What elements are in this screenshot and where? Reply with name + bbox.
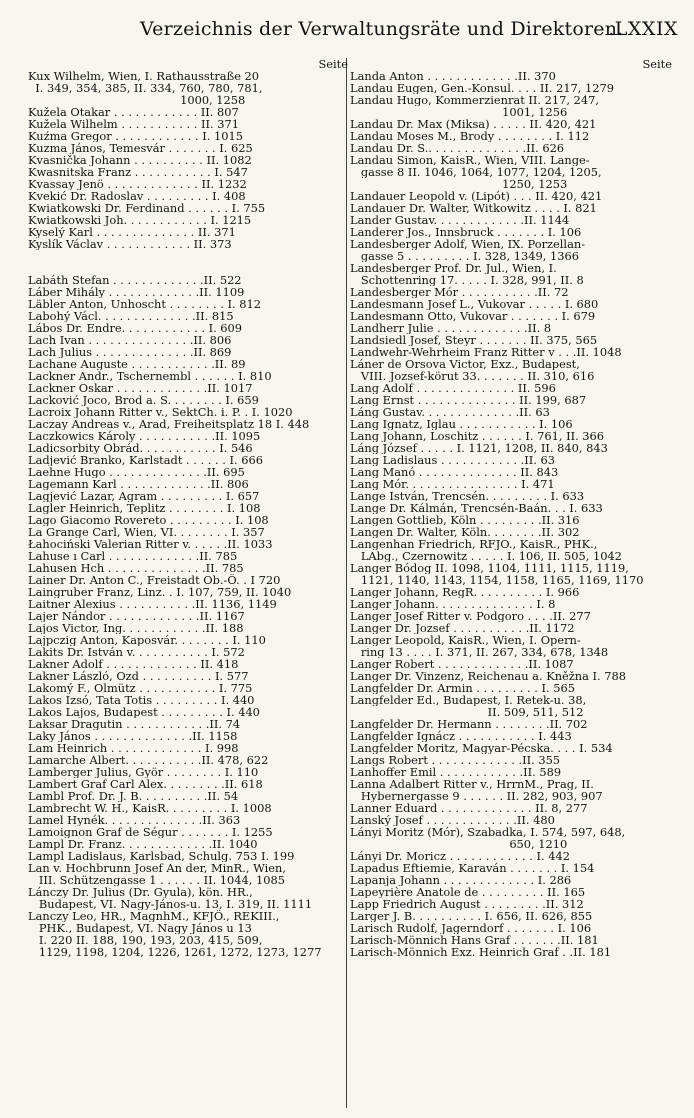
- index-entry: Lanhoffer Emil . . . . . . . . . . . .II. 589: [350, 766, 562, 778]
- index-entry: Lajer Nándor . . . . . . . . . . . . .II. 1167: [28, 610, 245, 622]
- index-entry: Lamoignon Graf de Ségur . . . . . . . I. 1255: [28, 826, 273, 838]
- index-entry: Landesmann Otto, Vukovar . . . . . . . I. 679: [350, 310, 596, 322]
- index-entry: Lam Heinrich . . . . . . . . . . . . . I. 998: [28, 742, 239, 754]
- index-entry: Lampl Dr. Franz. . . . . . . . . . . . .II. 1040: [28, 838, 258, 850]
- index-entry: Láber Mihály . . . . . . . . . . . . .II. 1109: [28, 286, 245, 298]
- index-entry: Lach Ivan . . . . . . . . . . . . . . .II. 806: [28, 334, 232, 346]
- index-entry: Lang Mór. . . . . . . . . . . . . . . . I. 471: [350, 478, 555, 490]
- index-entry: Landerer Jos., Innsbruck . . . . . . . I. 106: [350, 226, 582, 238]
- index-entry: 1129, 1198, 1204, 1226, 1261, 1272, 1273, 1277: [28, 946, 322, 958]
- index-entry: Langer Robert . . . . . . . . . . . . .II. 1087: [350, 658, 574, 670]
- index-entry: Lakos Lajos, Budapest . . . . . . . . . I. 440: [28, 706, 260, 718]
- index-entry: Lapeyrière Anatole de . . . . . . . . . II. 165: [350, 886, 586, 898]
- index-entry: Lambert Graf Carl Alex. . . . . . . . .II. 618: [28, 778, 263, 790]
- index-entry: Landau Dr. S.. . . . . . . . . . . . . .II. 626: [350, 142, 565, 154]
- index-entry: Landau Dr. Max (Miksa) . . . . . II. 420, 421: [350, 118, 597, 130]
- index-entry: Lago Giacomo Rovereto . . . . . . . . . I. 108: [28, 514, 269, 526]
- index-entry: Lainer Dr. Anton C., Freistadt Ob.-Ö. . I 720: [28, 574, 281, 586]
- index-entry: Landwehr-Wehrheim Franz Ritter v . . .II. 1048: [350, 346, 622, 358]
- index-entry: Budapest, VI. Nagy-János-u. 13, I. 319, II. 1111: [28, 898, 313, 910]
- index-entry: 1000, 1258: [28, 94, 246, 106]
- index-entry: Lányi Dr. Moricz . . . . . . . . . . . . I. 442: [350, 850, 570, 862]
- index-entry: Kyslík Václav . . . . . . . . . . . . II. 373: [28, 238, 232, 250]
- index-entry: Langfelder Moritz, Magyar-Pécska. . . . I. 534: [350, 742, 613, 754]
- page-number: .LXXIX: [608, 18, 678, 40]
- index-entry: Langer Josef Ritter v. Podgoro . . . .II. 277: [350, 610, 591, 622]
- index-entry: Lang Johann, Loschitz . . . . . . I. 761, II. 366: [350, 430, 605, 442]
- index-entry: Landesmann Josef L., Vukovar . . . . . I. 680: [350, 298, 599, 310]
- index-entry: Kwiatkowski Dr. Ferdinand . . . . . . I. 755: [28, 202, 266, 214]
- left-seite-label: Seite: [318, 57, 348, 71]
- index-entry: Langer Johann. . . . . . . . . . . . . . I. 8: [350, 598, 556, 610]
- section-gap: [28, 250, 348, 262]
- index-entry: Lang Manó . . . . . . . . . . . . . . II. 843: [350, 466, 559, 478]
- index-entry: Lange István, Trencsén. . . . . . . . . I. 633: [350, 490, 585, 502]
- index-entry: Lamberger Julius, Györ . . . . . . . . I. 110: [28, 766, 259, 778]
- index-entry: Landherr Julie . . . . . . . . . . . . .II. 8: [350, 322, 552, 334]
- index-entry: Landau Simon, KaisR., Wien, VIII. Lange-: [350, 154, 590, 166]
- index-entry: Laczay Andreas v., Arad, Freiheitsplatz 18 I. 448: [28, 418, 310, 430]
- index-entry: Lachane Auguste . . . . . . . . . . . .II. 89: [28, 358, 246, 370]
- index-entry: Lamel Hynék. . . . . . . . . . . . . .II. 363: [28, 814, 241, 826]
- index-entry: Langfelder Dr. Hermann . . . . . . . .II. 702: [350, 718, 588, 730]
- index-entry: Langen Gottlieb, Köln . . . . . . . . .II. 316: [350, 514, 580, 526]
- index-entry: gasse 8 II. 1046, 1064, 1077, 1204, 1205,: [350, 166, 602, 178]
- index-entry: Labohý Václ. . . . . . . . . . . . . .II. 815: [28, 310, 234, 322]
- index-entry: Kužela Otakar . . . . . . . . . . . . II. 807: [28, 106, 239, 118]
- index-entry: Langer Bódog II. 1098, 1104, 1111, 1115, 1119,: [350, 562, 629, 574]
- index-entry: Lakomý F., Olmütz . . . . . . . . . . . I. 775: [28, 682, 253, 694]
- index-entry: Lacroix Johann Ritter v., SektCh. i. P. . I. 1020: [28, 406, 293, 418]
- index-entry: Lanský Josef . . . . . . . . . . . . .II. 480: [350, 814, 555, 826]
- index-entry: 1001, 1256: [350, 106, 568, 118]
- index-entry: Lakits Dr. István v. . . . . . . . . . . I. 572: [28, 646, 245, 658]
- index-entry: Kux Wilhelm, Wien, I. Rathausstraße 20: [28, 70, 260, 82]
- index-entry: Kuźma Gregor . . . . . . . . . . . . I. 1015: [28, 130, 243, 142]
- index-entry: Landesberger Adolf, Wien, IX. Porzellan-: [350, 238, 586, 250]
- index-entry: Landauer Dr. Walter, Witkowitz . . . . I. 821: [350, 202, 597, 214]
- index-entry: Langen Dr. Walter, Köln. . . . . . . .II. 302: [350, 526, 580, 538]
- index-entry: Langfelder Dr. Armin . . . . . . . . . I. 565: [350, 682, 575, 694]
- index-entry: Langer Dr. Vinzenz, Reichenau a. Kněžna I. 788: [350, 670, 627, 682]
- index-entry: Lach Julius . . . . . . . . . . . . . .II. 869: [28, 346, 232, 358]
- index-entry: Larger J. B. . . . . . . . . . I. 656, II. 626, 855: [350, 910, 593, 922]
- index-entry: Lapp Friedrich August . . . . . . . . .II. 312: [350, 898, 584, 910]
- index-entry: Lampl Ladislaus, Karlsbad, Schulg. 753 I. 199: [28, 850, 295, 862]
- index-entry: Lange Dr. Kálmán, Trencsén-Baán. . . I. 633: [350, 502, 603, 514]
- index-entry: Ladicsorbity Obrád. . . . . . . . . . . I. 546: [28, 442, 253, 454]
- index-entry: Lanna Adalbert Ritter v., HrrnM., Prag, II.: [350, 778, 594, 790]
- index-entry: Landau Hugo, Kommerzienrat II. 217, 247,: [350, 94, 599, 106]
- right-column: [350, 58, 672, 958]
- index-entry: Larisch Rudolf, Jagerndorf . . . . . . . I. 106: [350, 922, 592, 934]
- index-entry: Laczkowics Károly . . . . . . . . . . .II. 1095: [28, 430, 261, 442]
- index-entry: Lapadus Eftiemie, Karaván . . . . . . . I. 154: [350, 862, 595, 874]
- index-entry: Łahociński Valerian Ritter v. . . . . .II. 1033: [28, 538, 273, 550]
- index-entry: Langer Johann, RegR. . . . . . . . . . I. 966: [350, 586, 580, 598]
- index-entry: Kvassay Jenö . . . . . . . . . . . . . II. 1232: [28, 178, 247, 190]
- index-entry: Langer Dr. Jozsef . . . . . . . . . . .II. 1172: [350, 622, 575, 634]
- index-entry: Lacković Joco, Brod a. S. . . . . . . . I. 659: [28, 394, 259, 406]
- index-entry: Lánczy Dr. Julius (Dr. Gyula), kön. HR.,: [28, 886, 253, 898]
- index-entry: Lányi Moritz (Mór), Szabadka, I. 574, 597, 648,: [350, 826, 626, 838]
- index-entry: Lang Ladislaus . . . . . . . . . . . .II. 63: [350, 454, 555, 466]
- index-entry: Lambrecht W. H., KaisR. . . . . . . . . I. 1008: [28, 802, 272, 814]
- index-entry: Landa Anton . . . . . . . . . . . . .II. 370: [350, 70, 556, 82]
- index-entry: Langenhan Friedrich, RFJO., KaisR., PHK.,: [350, 538, 598, 550]
- index-entry: 1121, 1140, 1143, 1154, 1158, 1165, 1169, 1170: [350, 574, 644, 586]
- index-entry: Láng József . . . . . I. 1121, 1208, II. 840, 843: [350, 442, 608, 454]
- index-entry: Langfelder Ignácz . . . . . . . . . . . I. 443: [350, 730, 572, 742]
- index-entry: Lajpczig Anton, Kaposvár. . . . . . . . I. 110: [28, 634, 266, 646]
- index-entry: Hybernergasse 9 . . . . . . II. 282, 903, 907: [350, 790, 603, 802]
- index-entry: Lagler Heinrich, Teplitz . . . . . . . . I. 108: [28, 502, 261, 514]
- index-entry: Landesberger Mór . . . . . . . . . . .II. 72: [350, 286, 569, 298]
- index-entry: Laky János . . . . . . . . . . . . . .II. 1158: [28, 730, 238, 742]
- index-entry: Schottenring 17. . . . . I. 328, 991, II. 8: [350, 274, 584, 286]
- index-entry: Landauer Leopold v. (Lipót) . . . II. 420, 421: [350, 190, 603, 202]
- index-entry: Láng Gustav. . . . . . . . . . . . . .II. 63: [350, 406, 550, 418]
- page-title: Verzeichnis der Verwaltungsräte und Direktoren.: [140, 18, 624, 40]
- index-entry: Larisch-Mönnich Hans Graf . . . . . . .II. 181: [350, 934, 599, 946]
- index-entry: Landau Moses M., Brody . . . . . . . . I. 112: [350, 130, 590, 142]
- index-entry: Lackner Oskar . . . . . . . . . . . . .II. 1017: [28, 382, 253, 394]
- index-entry: Kwasnitska Franz . . . . . . . . . . . I. 547: [28, 166, 248, 178]
- index-entry: Kwiatkowski Joh. . . . . . . . . . . . I. 1215: [28, 214, 252, 226]
- index-entry: Lahuse ı Carl . . . . . . . . . . . . .II. 785: [28, 550, 238, 562]
- index-entry: Lakos Izsó, Tata Totis . . . . . . . . . I. 440: [28, 694, 255, 706]
- index-entry: Landau Eugen, Gen.-Konsul. . . . II. 217, 1279: [350, 82, 615, 94]
- index-entry: Lackner Andr., Tschernembl . . . . . . I. 810: [28, 370, 272, 382]
- index-entry: Kvekić Dr. Radoslav . . . . . . . . . I. 408: [28, 190, 246, 202]
- index-entry: Lambl Prof. Dr. J. B. . . . . . . . . .II. 54: [28, 790, 239, 802]
- index-entry: Lander Gustav. . . . . . . . . . . . .II. 1144: [350, 214, 570, 226]
- index-entry: Lagemann Karl . . . . . . . . . . . . .II. 806: [28, 478, 249, 490]
- index-entry: LAbg., Czernowitz . . . . . I. 106, II. 505, 1042: [350, 550, 622, 562]
- index-entry: Labáth Stefan . . . . . . . . . . . . .II. 522: [28, 274, 242, 286]
- index-entry: Laehne Hugo . . . . . . . . . . . . . .II. 695: [28, 466, 245, 478]
- index-entry: Lamarche Albert. . . . . . . . . . .II. 478, 622: [28, 754, 269, 766]
- index-entry: Lan v. Hochbrunn Josef An der, MinR., Wien,: [28, 862, 286, 874]
- index-entry: Láner de Orsova Victor, Exz., Budapest,: [350, 358, 580, 370]
- index-entry: Langs Robert . . . . . . . . . . . . .II. 355: [350, 754, 561, 766]
- index-entry: III. Schützengasse 1 . . . . . . II. 1044, 1085: [28, 874, 286, 886]
- index-entry: ring 13 . . . . I. 371, II. 267, 334, 678, 1348: [350, 646, 609, 658]
- page-header: [0, 0, 694, 42]
- index-entry: Lapanja Johann . . . . . . . . . . . . . I. 286: [350, 874, 572, 886]
- index-entry: Langfelder Ed., Budapest, I. Retek-u. 38,: [350, 694, 587, 706]
- index-entry: Lang Ernst . . . . . . . . . . . . . . II. 199, 687: [350, 394, 587, 406]
- index-entry: Laitner Alexius . . . . . . . . . . .II. 1136, 1149: [28, 598, 277, 610]
- index-entry: Lahusen Hch . . . . . . . . . . . . . .II. 785: [28, 562, 244, 574]
- index-entry: Laksar Dragutin . . . . . . . . . . . .II. 74: [28, 718, 241, 730]
- index-entry: Landsiedl Josef, Steyr . . . . . . . II. 375, 565: [350, 334, 598, 346]
- index-entry: Lang Adolf . . . . . . . . . . . . . . II. 596: [350, 382, 556, 394]
- index-entry: Landesberger Prof. Dr. Jul., Wien, I.: [350, 262, 557, 274]
- right-seite-label: Seite: [642, 57, 672, 71]
- index-entry: Lakner László, Ozd . . . . . . . . . . I. 577: [28, 670, 249, 682]
- index-entry: Kyselý Karl . . . . . . . . . . . . . . II. 371: [28, 226, 236, 238]
- index-entry: Ladjević Branko, Karlstadt . . . . . . I. 666: [28, 454, 263, 466]
- index-entry: Lakner Adolf . . . . . . . . . . . . . II. 418: [28, 658, 239, 670]
- index-entry: La Grange Carl, Wien, VI. . . . . . . . I. 357: [28, 526, 265, 538]
- index-entry: I. 220 II. 188, 190, 193, 203, 415, 509,: [28, 934, 263, 946]
- index-entry: Kužela Wilhelm . . . . . . . . . . . II. 371: [28, 118, 239, 130]
- index-entry: II. 509, 511, 512: [350, 706, 584, 718]
- index-entry: Kvasnička Johann . . . . . . . . . . II. 1082: [28, 154, 252, 166]
- section-gap: [28, 262, 348, 274]
- index-entry: Laingruber Franz, Linz. . I. 107, 759, II. 1040: [28, 586, 292, 598]
- index-entry: 1250, 1253: [350, 178, 568, 190]
- index-entry: VIII. Jozsef-körut 33. . . . . . . II. 310, 616: [350, 370, 595, 382]
- index-entry: Kuzma János, Temesvár . . . . . . . I. 625: [28, 142, 253, 154]
- index-entry: gasse 5 . . . . . . . . . I. 328, 1349, 1366: [350, 250, 579, 262]
- index-entry: 650, 1210: [350, 838, 568, 850]
- index-entry: Lanczy Leo, HR., MagnhM., KFJÖ., REKIII.,: [28, 910, 280, 922]
- index-entry: Lagjević Lazar, Agram . . . . . . . . . I. 657: [28, 490, 260, 502]
- index-entry: Lanner Eduard . . . . . . . . . . . . . II. 8, 277: [350, 802, 588, 814]
- index-entry: Langer Leopold, KaisR., Wien, I. Opern-: [350, 634, 581, 646]
- index-entry: Läbler Anton, Unhoscht . . . . . . . . I. 812: [28, 298, 261, 310]
- index-entry: Lábos Dr. Endre. . . . . . . . . . . . I. 609: [28, 322, 243, 334]
- index-entry: Larisch-Mönnich Exz. Heinrich Graf . .II. 181: [350, 946, 612, 958]
- index-entry: PHK., Budapest, VI. Nagy János u 13: [28, 922, 252, 934]
- index-entry: Lajos Victor, Ing. . . . . . . . . . . .II. 188: [28, 622, 244, 634]
- left-column: [28, 58, 348, 958]
- index-entry: I. 349, 354, 385, II. 334, 760, 780, 781,: [28, 82, 263, 94]
- index-entry: Lang Ignatz, Iglau . . . . . . . . . . . I. 106: [350, 418, 573, 430]
